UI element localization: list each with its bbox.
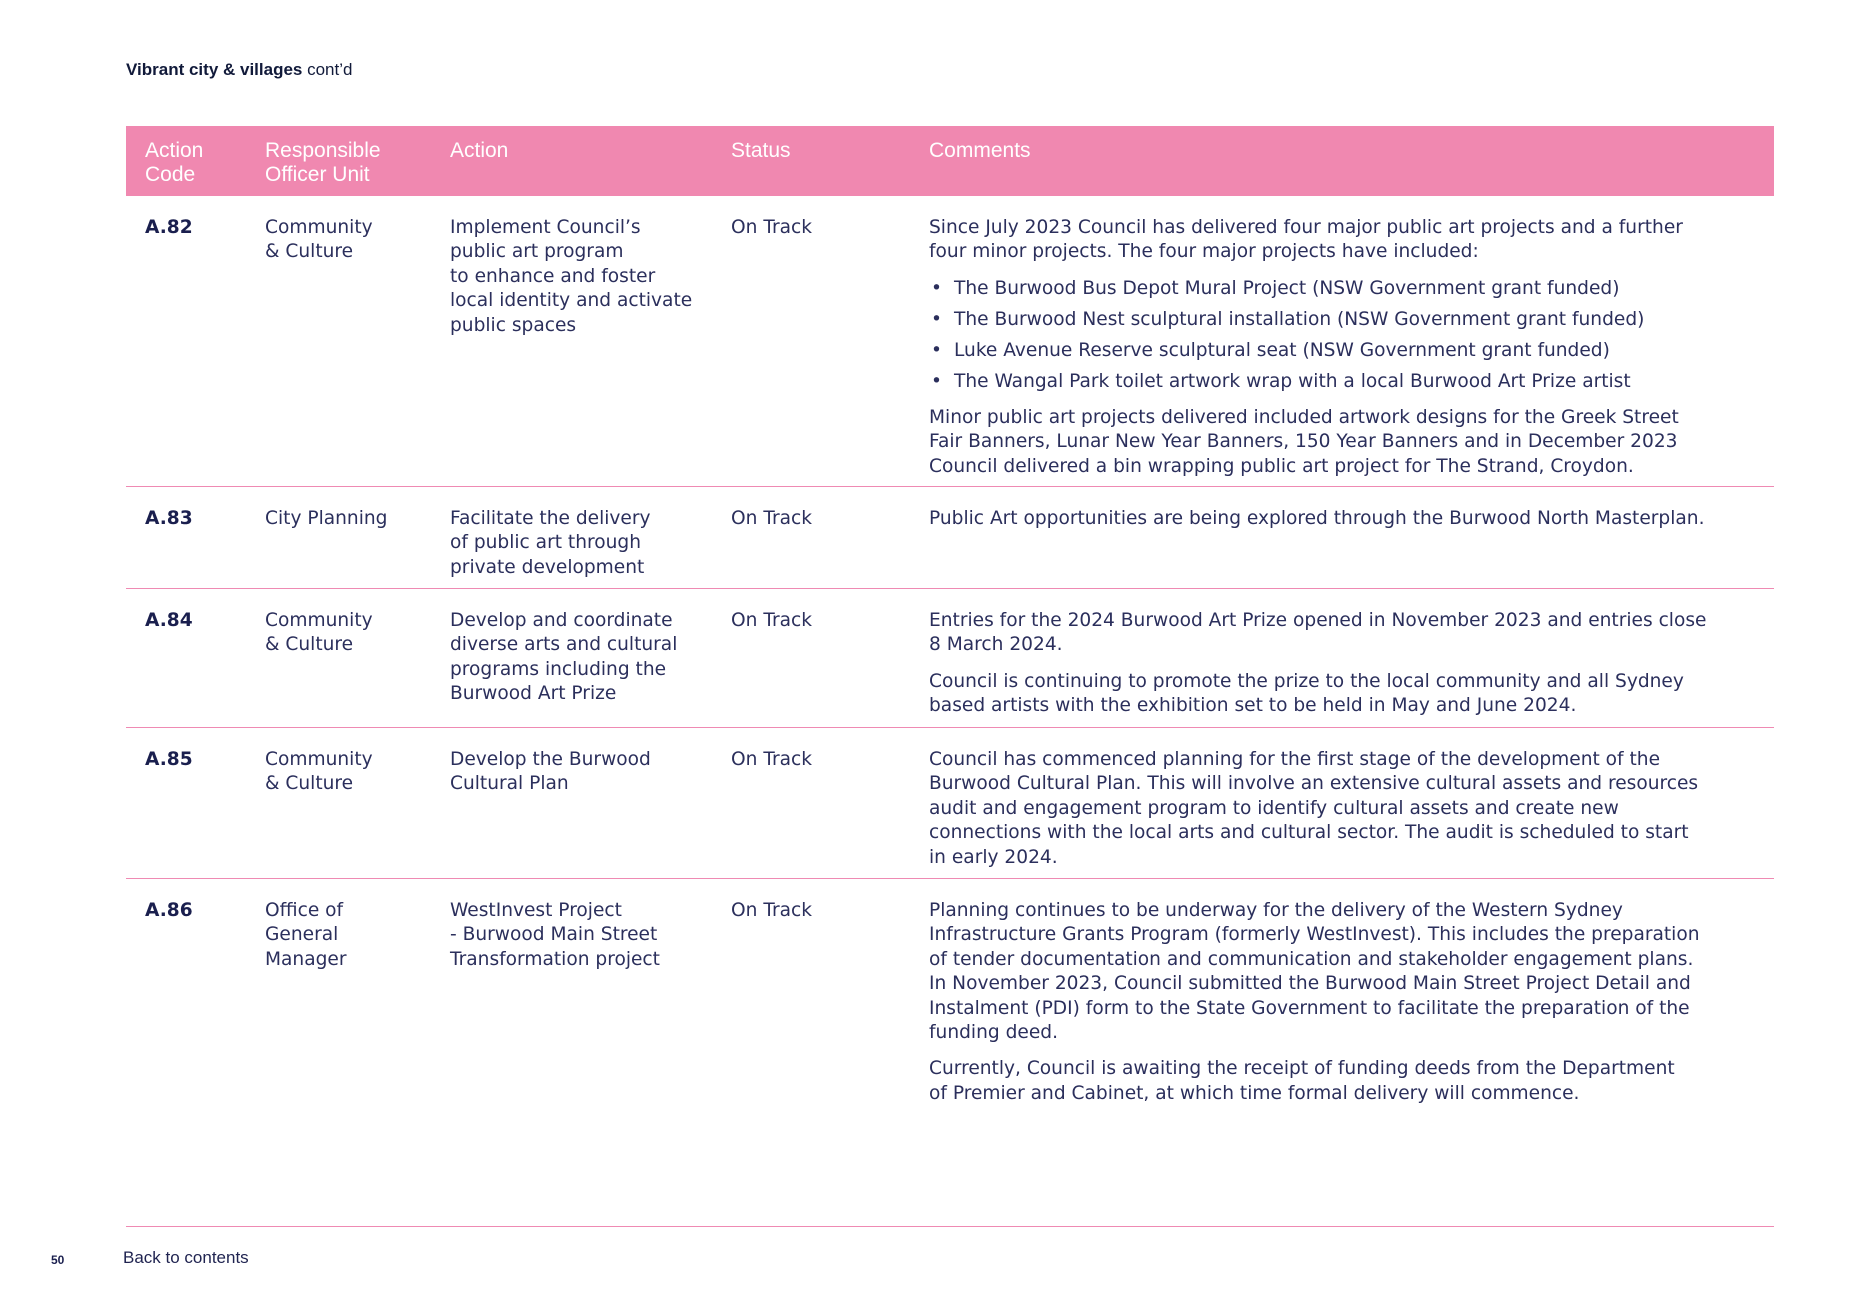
- column-header-responsible-unit: Responsible Officer Unit: [265, 139, 381, 186]
- action-code: A.84: [145, 610, 193, 631]
- table-row: [126, 879, 1774, 1109]
- comment-paragraph: Entries for the 2024 Burwood Art Prize opened in November 2023 and entries close 8 March 2024.: [929, 610, 1707, 656]
- responsible-unit: City Planning: [265, 508, 388, 529]
- status-text: On Track: [731, 217, 812, 238]
- responsible-unit: Office of General Manager: [265, 900, 347, 970]
- section-title: [126, 60, 352, 80]
- list-item: • The Burwood Nest sculptural installation (NSW Government grant funded): [929, 308, 1774, 332]
- action-code: A.83: [145, 508, 193, 529]
- status-text: On Track: [731, 610, 812, 631]
- status-text: On Track: [731, 900, 812, 921]
- back-to-contents-link[interactable]: Back to contents: [123, 1248, 249, 1267]
- comments: [929, 748, 1774, 870]
- status-text: On Track: [731, 749, 812, 770]
- action-description: Facilitate the delivery of public art through private development: [450, 508, 651, 578]
- comment-paragraph: Since July 2023 Council has delivered four major public art projects and a further four minor projects. The four major projects have included:: [929, 217, 1683, 263]
- responsible-unit: Community & Culture: [265, 610, 373, 656]
- column-header-action-code: Action Code: [145, 139, 204, 186]
- responsible-unit: Community & Culture: [265, 749, 373, 795]
- column-header-comments: Comments: [929, 139, 1031, 162]
- action-status-table: [126, 126, 1774, 1109]
- table-row: [126, 589, 1774, 728]
- action-code: A.82: [145, 217, 193, 238]
- table-row: [126, 196, 1774, 487]
- comment-bullet-list: [929, 277, 1774, 394]
- table-row: [126, 487, 1774, 589]
- comment-paragraph: Public Art opportunities are being explored through the Burwood North Masterplan.: [929, 508, 1705, 529]
- list-item: • Luke Avenue Reserve sculptural seat (NSW Government grant funded): [929, 339, 1774, 363]
- comments: [929, 609, 1774, 719]
- action-code: A.86: [145, 900, 193, 921]
- comments: [929, 216, 1774, 479]
- footer-divider: [126, 1226, 1774, 1227]
- comment-paragraph: Planning continues to be underway for the delivery of the Western Sydney Infrastructure Grants Program (formerly WestInvest). This includes the preparation of tender documentation and communication and stakeholder engagement plans. In November 2023, Council submitted the Burwood Main Street Project Detail and Instalment (PDI) form to the State Government to facilitate the preparation of the funding deed.: [929, 900, 1700, 1044]
- comments: [929, 507, 1774, 531]
- action-description: WestInvest Project - Burwood Main Street Transformation project: [450, 900, 660, 970]
- status-text: On Track: [731, 508, 812, 529]
- section-title-suffix: cont’d: [302, 60, 353, 79]
- comment-paragraph: Minor public art projects delivered included artwork designs for the Greek Street Fair Banners, Lunar New Year Banners, 150 Year Banners and in December 2023 Council delivered a bin wrapping public art project for The Strand, Croydon.: [929, 406, 1679, 477]
- action-description: Develop the Burwood Cultural Plan: [450, 749, 651, 795]
- action-code: A.85: [145, 749, 193, 770]
- page-number: 50: [51, 1253, 65, 1267]
- section-title-bold: Vibrant city & villages: [126, 60, 303, 79]
- responsible-unit: Community & Culture: [265, 217, 373, 263]
- comment-paragraph: Council is continuing to promote the prize to the local community and all Sydney based artists with the exhibition set to be held in May and June 2024.: [929, 670, 1684, 717]
- column-header-status: Status: [731, 139, 791, 162]
- list-item: • The Wangal Park toilet artwork wrap with a local Burwood Art Prize artist: [929, 370, 1774, 394]
- table-row: [126, 728, 1774, 879]
- column-header-action: Action: [450, 139, 509, 162]
- comment-paragraph: Council has commenced planning for the first stage of the development of the Burwood Cultural Plan. This will involve an extensive cultural assets and resources audit and engagement program to identify cultural assets and create new connections with the local arts and cultural sector. The audit is scheduled to start in early 2024.: [929, 749, 1699, 868]
- table-header: [126, 126, 1774, 196]
- comments: [929, 899, 1774, 1106]
- action-description: Develop and coordinate diverse arts and cultural programs including the Burwood Art Prize: [450, 610, 678, 705]
- list-item: • The Burwood Bus Depot Mural Project (NSW Government grant funded): [929, 277, 1774, 301]
- comment-paragraph: Currently, Council is awaiting the receipt of funding deeds from the Department of Premier and Cabinet, at which time formal delivery will commence.: [929, 1058, 1675, 1104]
- action-description: Implement Council’s public art program to enhance and foster local identity and activate public spaces: [450, 217, 693, 336]
